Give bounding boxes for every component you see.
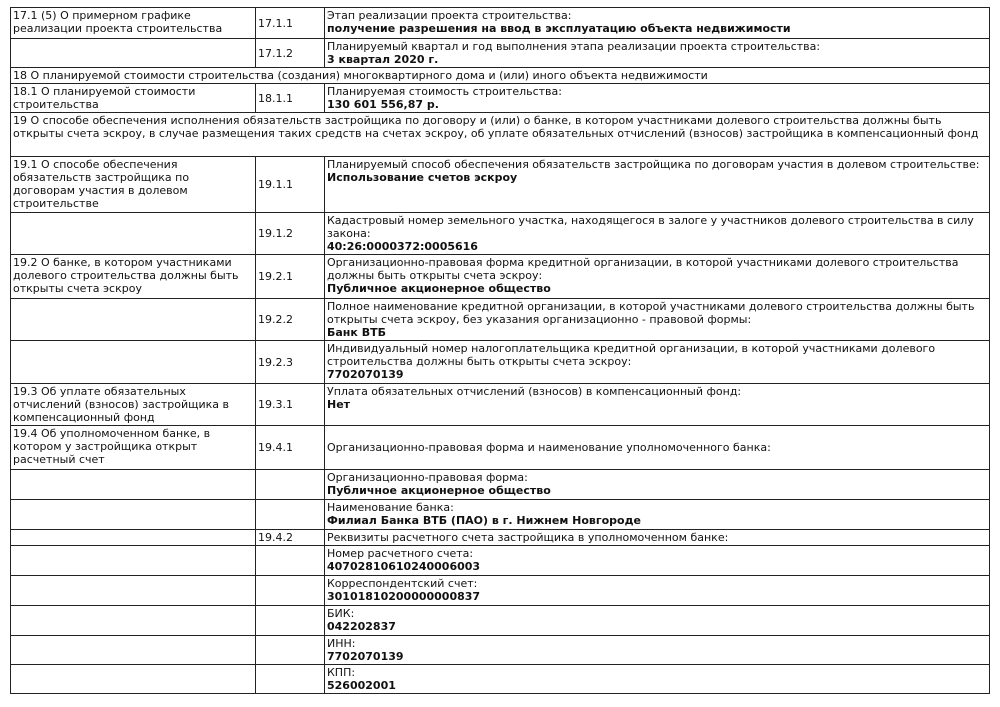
field-cell — [325, 576, 990, 606]
table-row — [11, 546, 990, 576]
section-title: 19.1 О способе обеспечения обязательств застройщика по договорам участия в долевом строительстве — [11, 157, 256, 213]
field-label: Организационно-правовая форма кредитной организации, в которой участниками долевого строительства должны быть открыты счета эскроу: — [327, 256, 959, 282]
field-cell — [325, 84, 990, 113]
field-label: КПП: — [327, 666, 356, 679]
table-row — [11, 384, 990, 426]
field-value: 40702810610240006003 — [327, 560, 481, 573]
table-row — [11, 8, 990, 39]
item-code: 19.2.2 — [256, 299, 325, 341]
field-value: 526002001 — [327, 679, 396, 692]
item-code — [256, 470, 325, 500]
field-label: Полное наименование кредитной организации, в которой участниками долевого строительства должны быть открыты счета эскроу, без указания организационно - правовой формы: — [327, 300, 975, 326]
field-label: ИНН: — [327, 637, 356, 650]
field-label: Организационно-правовая форма и наименование уполномоченного банка: — [327, 441, 771, 454]
item-code — [256, 500, 325, 530]
field-cell — [325, 470, 990, 500]
field-cell — [325, 299, 990, 341]
field-value: 7702070139 — [327, 368, 404, 381]
field-cell — [325, 636, 990, 665]
section-title — [11, 546, 256, 576]
section-title — [11, 470, 256, 500]
table-row — [11, 157, 990, 213]
item-code — [256, 636, 325, 665]
section-title — [11, 500, 256, 530]
field-value: Нет — [327, 398, 351, 411]
section-title — [11, 636, 256, 665]
field-label: Корреспондентский счет: — [327, 577, 478, 590]
section-title: 19.2 О банке, в котором участниками долевого строительства должны быть открыты счета эскроу — [11, 255, 256, 299]
item-code: 19.1.2 — [256, 213, 325, 255]
field-label: БИК: — [327, 607, 355, 620]
field-label: Номер расчетного счета: — [327, 547, 474, 560]
table-row — [11, 606, 990, 636]
item-code: 19.1.1 — [256, 157, 325, 213]
item-code: 17.1.1 — [256, 8, 325, 39]
field-cell — [325, 665, 990, 694]
field-value: 30101810200000000837 — [327, 590, 481, 603]
table-row — [11, 530, 990, 546]
field-cell — [325, 341, 990, 384]
section-header: 19 О способе обеспечения исполнения обязательств застройщика по договору и (или) о банке, в котором участниками долевого строительства должны быть открыты счета эскроу, в случае размещения таких средств на счетах эскроу, об уплате обязательных отчислений (взносов) застройщика в компенсационный фонд — [11, 113, 990, 157]
field-value: Банк ВТБ — [327, 326, 386, 339]
item-code — [256, 665, 325, 694]
table-row — [11, 576, 990, 606]
item-code: 19.2.1 — [256, 255, 325, 299]
field-value: Публичное акционерное общество — [327, 484, 551, 497]
field-label: Планируемая стоимость строительства: — [327, 85, 562, 98]
field-label: Реквизиты расчетного счета застройщика в уполномоченном банке: — [327, 531, 729, 544]
section-title — [11, 576, 256, 606]
item-code: 19.3.1 — [256, 384, 325, 426]
item-code — [256, 606, 325, 636]
field-value: получение разрешения на ввод в эксплуатацию объекта недвижимости — [327, 22, 791, 35]
table-row — [11, 470, 990, 500]
field-cell — [325, 530, 990, 546]
field-label: Наименование банка: — [327, 501, 454, 514]
section-title — [11, 665, 256, 694]
field-label: Индивидуальный номер налогоплательщика кредитной организации, в которой участниками долевого строительства должны быть открыты счета эскроу: — [327, 342, 936, 368]
table-row — [11, 665, 990, 694]
table-row — [11, 636, 990, 665]
field-value: 40:26:0000372:0005616 — [327, 240, 478, 253]
table-row — [11, 68, 990, 84]
field-value: Публичное акционерное общество — [327, 282, 551, 295]
field-cell — [325, 255, 990, 299]
table-row — [11, 84, 990, 113]
field-label: Планируемый способ обеспечения обязательств застройщика по договорам участия в долевом строительстве: — [327, 158, 980, 171]
item-code: 19.4.2 — [256, 530, 325, 546]
section-title — [11, 341, 256, 384]
item-code: 19.4.1 — [256, 426, 325, 470]
table-row — [11, 39, 990, 68]
section-header: 18 О планируемой стоимости строительства (создания) многоквартирного дома и (или) иного объекта недвижимости — [11, 68, 990, 84]
table-row — [11, 113, 990, 157]
section-title — [11, 530, 256, 546]
field-cell — [325, 606, 990, 636]
table-row — [11, 341, 990, 384]
item-code — [256, 546, 325, 576]
section-title — [11, 39, 256, 68]
field-label: Организационно-правовая форма: — [327, 471, 528, 484]
section-title — [11, 606, 256, 636]
table-row — [11, 255, 990, 299]
field-value: Филиал Банка ВТБ (ПАО) в г. Нижнем Новгороде — [327, 514, 641, 527]
field-value: 3 квартал 2020 г. — [327, 53, 439, 66]
section-title — [11, 299, 256, 341]
field-cell — [325, 384, 990, 426]
field-cell — [325, 213, 990, 255]
section-title — [11, 213, 256, 255]
field-value: 7702070139 — [327, 650, 404, 663]
field-value: 042202837 — [327, 620, 396, 633]
field-label: Кадастровый номер земельного участка, находящегося в залоге у участников долевого строительства в силу закона: — [327, 214, 974, 240]
field-cell — [325, 157, 990, 213]
table-row — [11, 299, 990, 341]
field-cell — [325, 426, 990, 470]
item-code: 17.1.2 — [256, 39, 325, 68]
field-value: 130 601 556,87 р. — [327, 98, 439, 111]
section-title: 19.3 Об уплате обязательных отчислений (взносов) застройщика в компенсационный фонд — [11, 384, 256, 426]
section-title: 17.1 (5) О примерном графике реализации проекта строительства — [11, 8, 256, 39]
item-code: 18.1.1 — [256, 84, 325, 113]
field-label: Планируемый квартал и год выполнения этапа реализации проекта строительства: — [327, 40, 821, 53]
field-cell — [325, 500, 990, 530]
field-label: Этап реализации проекта строительства: — [327, 9, 572, 22]
field-label: Уплата обязательных отчислений (взносов) в компенсационный фонд: — [327, 385, 742, 398]
field-value: Использование счетов эскроу — [327, 171, 518, 184]
project-declaration-table — [10, 7, 990, 694]
table-row — [11, 213, 990, 255]
field-cell — [325, 39, 990, 68]
section-title: 19.4 Об уполномоченном банке, в котором у застройщика открыт расчетный счет — [11, 426, 256, 470]
table-row — [11, 426, 990, 470]
field-cell — [325, 546, 990, 576]
table-row — [11, 500, 990, 530]
item-code — [256, 576, 325, 606]
item-code: 19.2.3 — [256, 341, 325, 384]
section-title: 18.1 О планируемой стоимости строительства — [11, 84, 256, 113]
field-cell — [325, 8, 990, 39]
